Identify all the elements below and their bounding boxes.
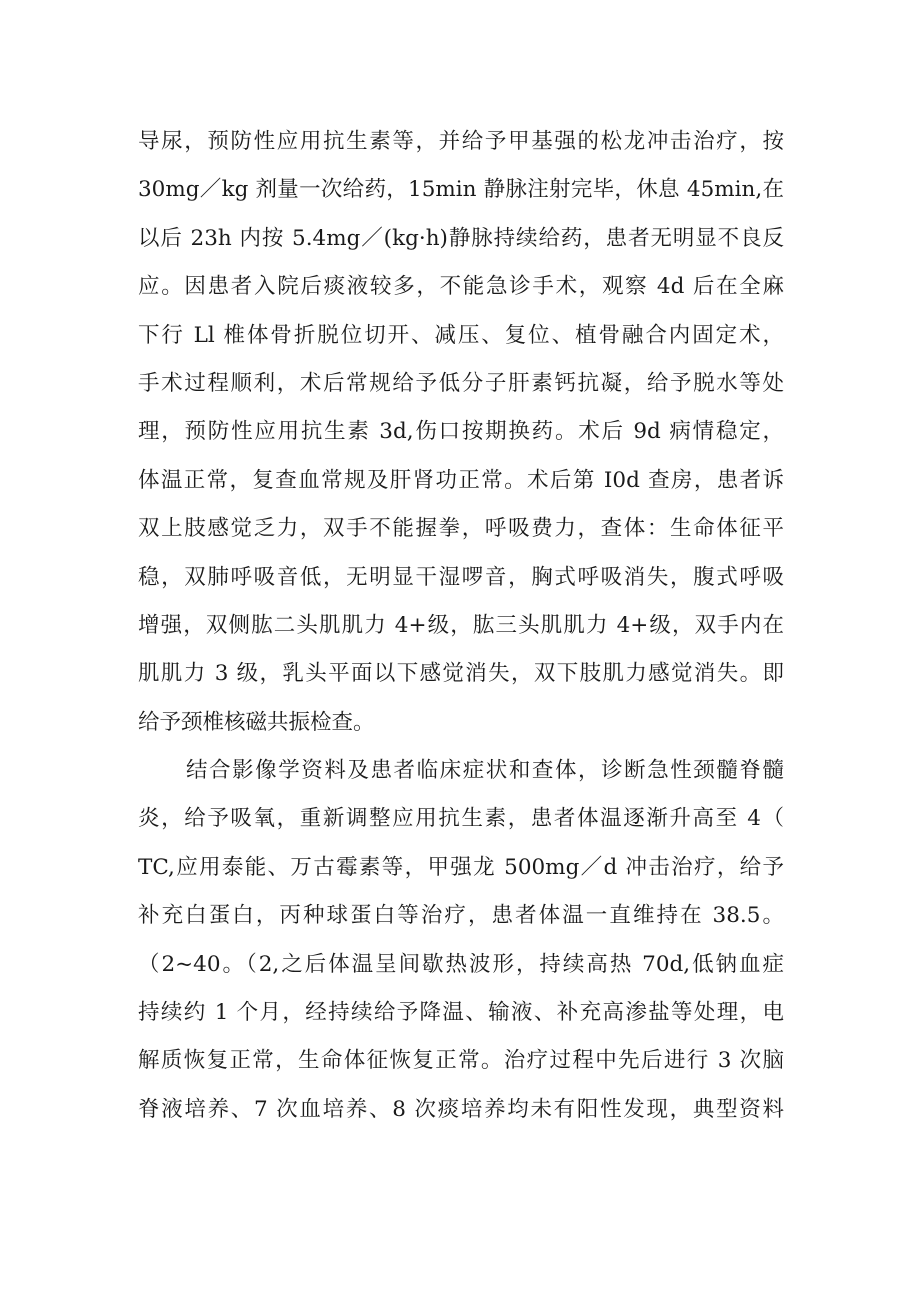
text-line: 稳，双肺呼吸音低，无明显干湿啰音，胸式呼吸消失，腹式呼吸 xyxy=(138,564,784,590)
text-line: 脊液培养、7 次血培养、8 次痰培养均未有阳性发现，典型资料 xyxy=(138,1096,784,1122)
text-line: 补充白蛋白，丙种球蛋白等治疗，患者体温一直维持在 38.5。 xyxy=(138,903,784,929)
paragraph-2 xyxy=(138,747,784,1134)
paragraph-1 xyxy=(138,118,784,747)
text-line: 导尿，预防性应用抗生素等，并给予甲基强的松龙冲击治疗，按 xyxy=(138,129,784,154)
text-line: 应。因患者入院后痰液较多，不能急诊手术，观察 4d 后在全麻 xyxy=(138,274,784,300)
text-line: 持续约 1 个月，经持续给予降温、输液、补充高渗盐等处理，电 xyxy=(138,1000,784,1026)
text-line: 手术过程顺利，术后常规给予低分子肝素钙抗凝，给予脱水等处 xyxy=(138,370,784,396)
text-line: 解质恢复正常，生命体征恢复正常。治疗过程中先后进行 3 次脑 xyxy=(138,1048,784,1074)
text-line: 理，预防性应用抗生素 3d,伤口按期换药。术后 9d 病情稳定， xyxy=(138,419,784,445)
text-line: 30mg／kg 剂量一次给药，15min 静脉注射完毕，休息 45min,在 xyxy=(138,177,784,203)
text-line: 给予颈椎核磁共振检查。 xyxy=(138,709,375,735)
text-line: 体温正常，复查血常规及肝肾功正常。术后第 I0d 查房，患者诉 xyxy=(138,467,784,493)
body-text xyxy=(138,118,784,1134)
text-line: TC,应用泰能、万古霉素等，甲强龙 500mg／d 冲击治疗，给予 xyxy=(138,854,784,880)
text-line: 双上肢感觉乏力，双手不能握拳，呼吸费力，查体：生命体征平 xyxy=(138,516,784,542)
text-line: 肌肌力 3 级，乳头平面以下感觉消失，双下肢肌力感觉消失。即 xyxy=(138,661,784,687)
text-line: 炎，给予吸氧，重新调整应用抗生素，患者体温逐渐升高至 4（ xyxy=(138,806,784,832)
text-line: 下行 Ll 椎体骨折脱位切开、减压、复位、植骨融合内固定术， xyxy=(138,322,784,348)
text-line: （2~40。（2,之后体温呈间歇热波形，持续高热 70d,低钠血症 xyxy=(138,951,784,977)
text-line: 以后 23h 内按 5.4mg／(kg·h)静脉持续给药，患者无明显不良反 xyxy=(138,225,784,251)
text-line: 增强，双侧肱二头肌肌力 4+级，肱三头肌肌力 4+级，双手内在 xyxy=(138,612,784,638)
text-line: 结合影像学资料及患者临床症状和查体，诊断急性颈髓脊髓 xyxy=(186,758,784,784)
